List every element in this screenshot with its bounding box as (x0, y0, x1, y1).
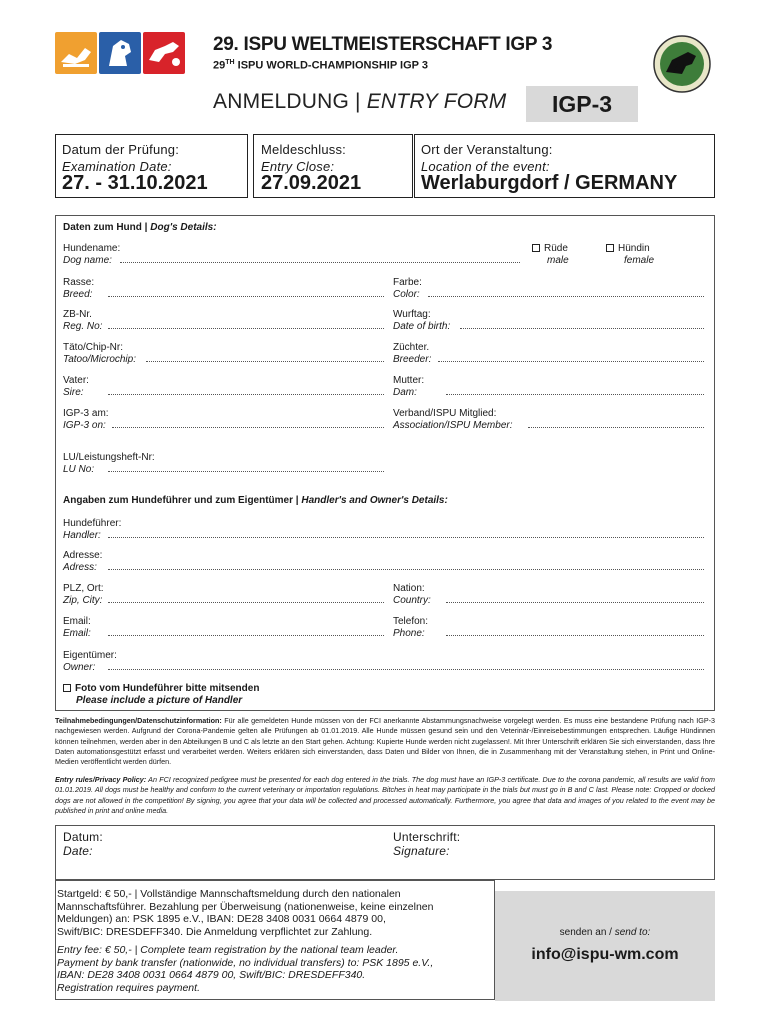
fee-text-de: Startgeld: € 50,- | Vollständige Mannschaftsmeldung durch den nationalen Mannschaftsführer. Bezahlung per Überweisung (nationenweise, keine einzelnen Meldungen) an: PSK 1895 e.V., IBAN: DE28 3408 0031 0664 4879 00, Swift/BIC: DRESDEFF340. Die Anmeldung verpflichtet zur Zahlung. (57, 888, 434, 938)
igp-badge: IGP-3 (526, 86, 638, 122)
send-to-email[interactable]: info@ispu-wm.com (531, 946, 679, 963)
assoc-field[interactable] (528, 427, 704, 428)
reg-field[interactable] (108, 328, 384, 329)
email-field[interactable] (108, 635, 384, 636)
dog-attack-icon (143, 32, 185, 74)
breeder-label: Züchter. Breeder: (393, 342, 432, 365)
close-value: 27.09.2021 (261, 172, 362, 194)
zip-field[interactable] (108, 602, 384, 603)
dam-label: Mutter: Dam: (393, 375, 425, 398)
terms-de: Teilnahmebedingungen/Datenschutzinformation: Für alle gemeldeten Hunde müssen von der FCI anerkannte Abstammungsnachweise vorgelegt werden. Es muss eine bestandene Prüfung nach IGP-3 nachgewiesen werden. Aufgrund der Corona-Pandemie gelten alle Prüfungen ab 01.01.2019. Alle Hunde müssen gesund sein und den Veterinär-/Einreisebestimmungen entsprechen. Läufige Hündinnen können teilnehmen, werden aber in den Abteilungen B und C als letzte an den Start gehen. Achtung: Kupierte Hunde werden nicht zugelassen!. Mit Ihrer Unterschrift erklären Sie sich einverstanden, dass Ihre Daten automationsgestützt erfasst und verarbeitet werden. Weiters erklären sich einverstanden, dass Daten und Bilder von Ihnen, die in Zusammenhang mit der Veranstaltung stehen, in Print und Online-Medien veröffentlicht werden dürfen. (55, 716, 715, 767)
close-label: Meldeschluss: Entry Close: (261, 142, 346, 174)
breed-label: Rasse: Breed: (63, 277, 95, 300)
tatoo-label: Täto/Chip-Nr: Tatoo/Microchip: (63, 342, 136, 365)
email-label: Email: Email: (63, 616, 91, 639)
igp-field[interactable] (112, 427, 384, 428)
color-field[interactable] (428, 296, 704, 297)
phone-field[interactable] (446, 635, 704, 636)
breed-field[interactable] (108, 296, 384, 297)
form-title: ANMELDUNG | ENTRY FORM (213, 90, 507, 113)
assoc-label: Verband/ISPU Mitglied: Association/ISPU Member: (393, 408, 513, 431)
ispu-emblem (652, 34, 712, 94)
event-title: 29. ISPU WELTMEISTERSCHAFT IGP 3 (213, 34, 553, 55)
dam-field[interactable] (446, 394, 704, 395)
female-option[interactable]: Hündin female (606, 243, 654, 267)
photo-note[interactable]: Foto vom Hundeführer bitte mitsenden Please include a picture of Handler (63, 683, 259, 707)
logo-tile-red (143, 32, 185, 74)
male-checkbox[interactable] (532, 244, 540, 252)
owner-field[interactable] (108, 669, 704, 670)
nation-field[interactable] (446, 602, 704, 603)
sire-label: Vater: Sire: (63, 375, 89, 398)
nation-label: Nation: Country: (393, 583, 431, 606)
dog-head-icon (99, 32, 141, 74)
handler-label: Hundeführer: Handler: (63, 518, 122, 541)
reg-label: ZB-Nr. Reg. No: (63, 309, 103, 332)
address-field[interactable] (108, 569, 704, 570)
dog-section-heading: Daten zum Hund | Dog's Details: (63, 222, 217, 233)
owner-label: Eigentümer: Owner: (63, 650, 117, 673)
logo-tile-orange (55, 32, 97, 74)
igp-label: IGP-3 am: IGP-3 on: (63, 408, 109, 431)
address-label: Adresse: Adress: (63, 550, 103, 573)
male-option[interactable]: Rüde male (532, 243, 569, 267)
lu-label: LU/Leistungsheft-Nr: LU No: (63, 452, 155, 475)
dog-name-field[interactable] (120, 262, 520, 263)
place-value: Werlaburgdorf / GERMANY (421, 172, 678, 194)
dog-name-label: Hundename: Dog name: (63, 243, 121, 266)
photo-checkbox[interactable] (63, 684, 71, 692)
color-label: Farbe: Color: (393, 277, 422, 300)
handler-section-heading: Angaben zum Hundeführer und zum Eigentümer | Handler's and Owner's Details: (63, 495, 448, 506)
phone-label: Telefon: Phone: (393, 616, 429, 639)
sire-field[interactable] (108, 394, 384, 395)
event-subtitle: 29TH ISPU WORLD-CHAMPIONSHIP IGP 3 (213, 59, 428, 72)
sig-signature-label: Unterschrift: Signature: (393, 830, 461, 858)
handler-field[interactable] (108, 537, 704, 538)
lu-field[interactable] (108, 471, 384, 472)
birth-field[interactable] (460, 328, 704, 329)
dog-jump-icon (55, 32, 97, 74)
date-value: 27. - 31.10.2021 (62, 172, 208, 194)
logo-tile-blue (99, 32, 141, 74)
send-to-label: senden an / send to: (559, 927, 651, 938)
sig-date-label: Datum: Date: (63, 830, 103, 858)
female-checkbox[interactable] (606, 244, 614, 252)
place-label: Ort der Veranstaltung: Location of the event: (421, 142, 553, 174)
birth-label: Wurftag: Date of birth: (393, 309, 451, 332)
signature-box (55, 825, 715, 880)
fee-text-en: Entry fee: € 50,- | Complete team registration by the national team leader. Payment by bank transfer (nationwide, no individual transfers) to: PSK 1895 e.V., IBAN: DE28 3408 0031 0664 4879 00, Swift/BIC: DRESDEFF340. Registration requires payment. (57, 944, 434, 994)
terms-en: Entry rules/Privacy Policy: An FCI recognized pedigree must be presented for each dog entered in the trials. The dog must have an IGP-3 certificate. Due to the corona pandemic, all results are valid from 01.01.2019. All dogs must be healthy and conform to the current veterinary or importation regulations. Bitches in heat may participate in the trials but must go in B and C last. Please note: Cropped or docked dogs are not allowed in the competition! By signing, you agree that your data will be collected and processed automatically. Furthermore, you agree that data and images of you related to the event may be published in print and online media. (55, 775, 715, 815)
zip-label: PLZ, Ort: Zip, City: (63, 583, 104, 606)
date-label: Datum der Prüfung: Examination Date: (62, 142, 180, 174)
breeder-field[interactable] (438, 361, 704, 362)
tatoo-field[interactable] (146, 361, 384, 362)
